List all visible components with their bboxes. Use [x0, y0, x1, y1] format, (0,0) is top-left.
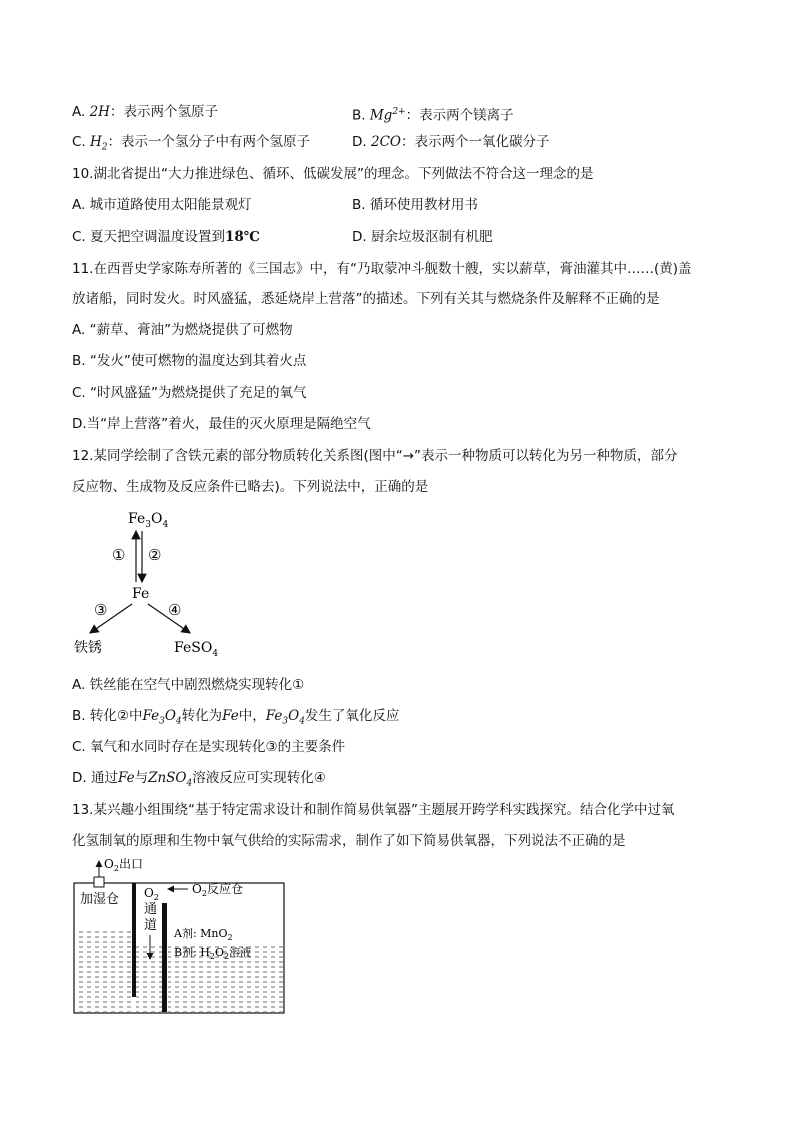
channel-char-2: 道 — [144, 918, 158, 933]
q11-option-c: C. “时风盛猛”为燃烧提供了充足的氧气 — [72, 385, 307, 401]
outlet-valve — [94, 877, 104, 887]
humidifier-water — [75, 931, 133, 1012]
q13-stem-line2: 化氢制氧的原理和生物中氧气供给的实际需求，制作了如下简易供氧器，下列说法不正确的是 — [72, 833, 626, 849]
agent-b-label: B剂: $H_2O_2$溶液 — [174, 946, 252, 961]
formula-subscript: 2 — [101, 142, 108, 153]
q12-option-b: B. 转化②中$Fe_3O_4$转化为Fe中，$Fe_3O_4$发生了氧化反应 — [72, 708, 400, 727]
q12-stem-line2: 反应物、生成物及反应条件已略去)。下列说法中，正确的是 — [72, 479, 429, 495]
q11-option-d: D.当“岸上营落”着火，最佳的灭火原理是隔绝空气 — [72, 416, 371, 432]
q12-option-d: D. 通过Fe与ZnSO$_4$溶液反应可实现转化④ — [72, 770, 326, 789]
reactor-label: $O_2$反应仓 — [192, 882, 243, 898]
option-letter: B. — [352, 107, 366, 124]
q10-option-b: B. 循环使用教材用书 — [352, 197, 478, 213]
channel-char-1: 通 — [144, 902, 158, 917]
q12-stem-line1: 12.某同学绘制了含铁元素的部分物质转化关系图(图中“→”表示一种物质可以转化为另一种物质，部分 — [72, 448, 678, 464]
q11-option-a: A. “薪草、膏油”为燃烧提供了可燃物 — [72, 322, 293, 338]
option-text: ：表示两个一氧化碳分子 — [400, 134, 550, 150]
partition-wall-left — [132, 883, 136, 997]
option-text: ：表示两个镁离子 — [405, 107, 514, 124]
formula: H — [90, 134, 102, 150]
q11-stem-line2: 放诸船，同时发火。时风盛猛，悉延烧岸上营落”的描述。下列有关其与燃烧条件及解释不正确的是 — [72, 291, 660, 307]
humidifier-label: 加湿仓 — [80, 892, 120, 907]
option-letter: D. — [352, 134, 367, 150]
o2-outlet-label: $O_2$出口 — [104, 857, 143, 873]
q9-option-b — [352, 103, 514, 125]
q9-option-d — [352, 133, 549, 151]
q13-stem-line1: 13.某兴趣小组围绕“基于特定需求设计和制作简易供氧器”主题展开跨学科实践探究。结合化学中过氧 — [72, 802, 675, 818]
channel-water — [136, 945, 162, 1012]
q10-stem: 10.湖北省提出“大力推进绿色、循环、低碳发展”的理念。下列做法不符合这一理念的是 — [72, 166, 594, 182]
q10-option-c — [72, 228, 260, 246]
label-circle-2: ② — [148, 546, 162, 564]
q11-stem-line1: 11.在西晋史学家陈寿所著的《三国志》中，有“乃取蒙冲斗舰数十艘，实以薪草，膏油灌其中……(黄)盖 — [72, 261, 692, 277]
channel-o2-label: $O_2$ — [144, 886, 159, 902]
feso4-label: FeSO$_4$ — [174, 640, 219, 659]
label-circle-1: ① — [112, 546, 126, 564]
partition-wall-right — [162, 903, 167, 1012]
formula-superscript: 2+ — [392, 107, 406, 117]
q10-option-d: D. 厨余垃圾沤制有机肥 — [352, 229, 493, 245]
agent-a-label: A剂: MnO$_2$ — [174, 927, 233, 942]
q11-option-b: B. “发火”使可燃物的温度达到其着火点 — [72, 353, 307, 369]
label-circle-3: ③ — [94, 601, 108, 619]
iron-conversion-diagram — [70, 505, 240, 660]
rust-label: 铁锈 — [74, 640, 102, 656]
q10-option-a: A. 城市道路使用太阳能景观灯 — [72, 197, 252, 213]
option-letter: C. — [72, 134, 86, 150]
formula: 2H — [89, 104, 110, 120]
option-text: ：表示两个氢原子 — [109, 104, 218, 120]
formula: Mg — [369, 107, 393, 124]
option-letter: A. — [72, 104, 86, 120]
q12-option-a: A. 铁丝能在空气中剧烈燃烧实现转化① — [72, 677, 305, 693]
temperature-value: 18℃ — [225, 229, 260, 245]
q9-option-c — [72, 133, 310, 157]
oxygen-supplier-diagram — [70, 855, 290, 1017]
formula: 2CO — [370, 134, 401, 150]
label-circle-4: ④ — [168, 601, 182, 619]
fe-label: Fe — [132, 586, 150, 602]
option-text: C. 夏天把空调温度设置到 — [72, 229, 226, 245]
fe3o4-label: $Fe_3O_4$ — [128, 511, 169, 530]
option-text: ：表示一个氢分子中有两个氢原子 — [107, 134, 311, 150]
q9-option-a — [72, 103, 218, 121]
q12-option-c: C. 氧气和水同时存在是实现转化③的主要条件 — [72, 739, 346, 755]
